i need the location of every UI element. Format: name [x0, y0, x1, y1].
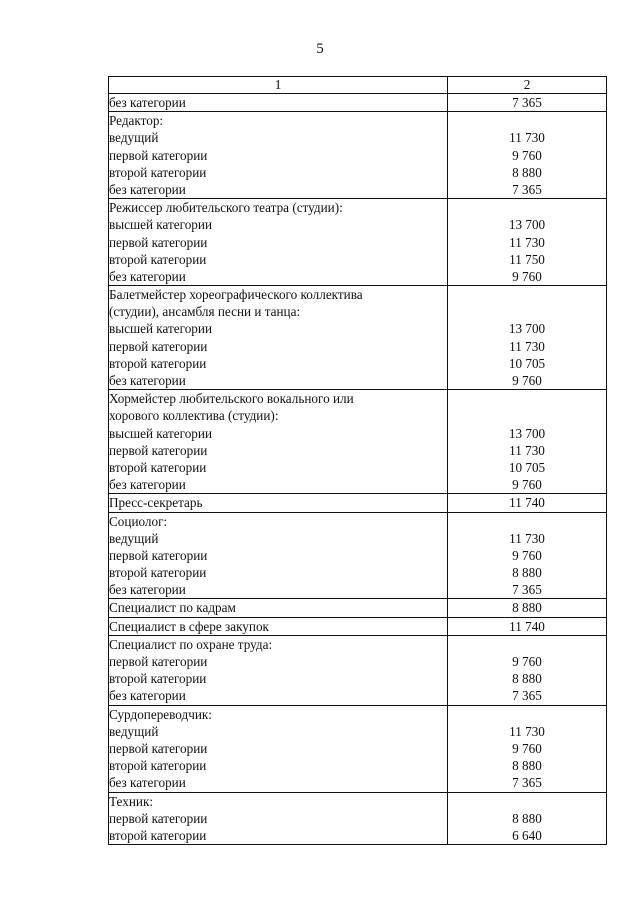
position-cell — [109, 705, 448, 792]
salary-cell — [448, 390, 607, 494]
column-header-1: 1 — [109, 77, 448, 94]
category-label: второй категории — [109, 671, 207, 687]
category-label: без категории — [109, 775, 186, 791]
salary-table — [108, 76, 607, 845]
position-cell — [109, 635, 448, 705]
category-label: высшей категории — [109, 425, 213, 441]
spacer — [448, 199, 606, 216]
position-title-line: хорового коллектива (студии): — [109, 408, 279, 424]
salary-cell — [448, 112, 607, 199]
table-row — [109, 705, 607, 792]
position-cell — [109, 390, 448, 494]
salary-cell — [448, 494, 607, 512]
column-header-2: 2 — [448, 77, 607, 94]
category-label: первой категории — [109, 442, 208, 458]
position-title-line: Балетмейстер хореографического коллектива — [109, 287, 363, 303]
spacer — [448, 286, 606, 303]
spacer — [448, 390, 606, 407]
category-label: без категории — [109, 582, 186, 598]
salary-value: 7 365 — [512, 775, 542, 791]
salary-value: 11 740 — [509, 618, 545, 634]
salary-cell — [448, 512, 607, 599]
position-cell — [109, 286, 448, 390]
salary-value: 9 760 — [512, 547, 542, 563]
category-label: без категории — [109, 688, 186, 704]
position-title: Социолог: — [109, 513, 168, 529]
salary-value: 10 705 — [508, 459, 546, 475]
category-label: высшей категории — [109, 321, 213, 337]
category-label: ведущий — [109, 130, 159, 146]
salary-value: 7 365 — [512, 181, 542, 197]
salary-cell — [448, 617, 607, 635]
spacer — [448, 303, 606, 320]
spacer — [448, 407, 606, 424]
position-title: Редактор: — [109, 113, 164, 129]
salary-value: 13 700 — [508, 425, 546, 441]
category-label: второй категории — [109, 827, 207, 843]
position-cell — [109, 792, 448, 845]
table-row — [109, 94, 607, 112]
salary-value: 10 705 — [508, 355, 546, 371]
position-title: Специалист по кадрам — [109, 600, 236, 616]
salary-value: 8 880 — [512, 565, 542, 581]
position-title: Режиссер любительского театра (студии): — [109, 200, 343, 216]
salary-value: 9 760 — [512, 147, 542, 163]
salary-value: 11 730 — [509, 338, 545, 354]
position-title: без категории — [109, 95, 186, 110]
position-cell — [109, 617, 448, 635]
spacer — [448, 112, 606, 129]
salary-value: 9 760 — [512, 654, 542, 669]
category-label: без категории — [109, 477, 186, 493]
category-label: второй категории — [109, 251, 207, 267]
position-title: Специалист в сфере закупок — [109, 618, 269, 634]
category-label: второй категории — [109, 758, 207, 774]
spacer — [448, 706, 606, 723]
salary-value: 11 750 — [509, 251, 545, 267]
salary-value: 13 700 — [508, 321, 546, 337]
salary-value: 8 880 — [512, 671, 542, 687]
category-label: второй категории — [109, 164, 207, 180]
category-label: второй категории — [109, 459, 207, 475]
table-row — [109, 286, 607, 390]
category-label: первой категории — [109, 810, 208, 826]
table-row — [109, 617, 607, 635]
salary-value: 8 880 — [512, 600, 542, 616]
position-cell — [109, 112, 448, 199]
category-label: первой категории — [109, 547, 208, 563]
salary-value: 6 640 — [512, 827, 542, 843]
salary-cell — [448, 792, 607, 845]
salary-value: 11 730 — [509, 530, 545, 546]
salary-value: 13 700 — [508, 217, 546, 233]
salary-value: 11 730 — [509, 234, 545, 250]
position-cell — [109, 199, 448, 286]
salary-value: 11 730 — [509, 442, 545, 458]
category-label: второй категории — [109, 355, 207, 371]
table-row — [109, 512, 607, 599]
salary-value: 9 760 — [512, 373, 542, 388]
category-label: первой категории — [109, 740, 208, 756]
position-cell — [109, 599, 448, 617]
position-cell — [109, 512, 448, 599]
salary-value: 11 730 — [509, 130, 545, 146]
position-title: Специалист по охране труда: — [109, 636, 273, 652]
spacer — [448, 636, 606, 653]
table-row — [109, 635, 607, 705]
table-row — [109, 390, 607, 494]
category-label: первой категории — [109, 234, 208, 250]
salary-cell — [448, 705, 607, 792]
table-row — [109, 792, 607, 845]
table-row — [109, 199, 607, 286]
category-label: без категории — [109, 181, 186, 197]
salary-cell — [448, 286, 607, 390]
spacer — [448, 793, 606, 810]
category-label: второй категории — [109, 565, 207, 581]
category-label: первой категории — [109, 654, 208, 669]
category-label: первой категории — [109, 338, 208, 354]
salary-value: 8 880 — [512, 758, 542, 774]
position-title-line: (студии), ансамбля песни и танца: — [109, 304, 301, 320]
salary-value: 9 760 — [512, 268, 542, 284]
category-label: ведущий — [109, 723, 159, 739]
salary-cell — [448, 635, 607, 705]
category-label: без категории — [109, 268, 186, 284]
position-title: Техник: — [109, 793, 154, 809]
salary-cell — [448, 199, 607, 286]
position-title-line: Хормейстер любительского вокального или — [109, 391, 354, 407]
position-title: Пресс-секретарь — [109, 495, 203, 511]
position-cell — [109, 94, 448, 112]
table-row — [109, 599, 607, 617]
salary-value: 8 880 — [512, 164, 542, 180]
category-label: высшей категории — [109, 217, 213, 233]
salary-cell — [448, 599, 607, 617]
salary-value: 7 365 — [512, 688, 542, 704]
category-label: без категории — [109, 373, 186, 388]
salary-value: 11 730 — [509, 723, 545, 739]
table-body — [109, 94, 607, 845]
salary-value: 7 365 — [512, 95, 542, 110]
page-number: 5 — [316, 41, 324, 57]
position-title: Сурдопереводчик: — [109, 706, 212, 722]
position-cell — [109, 494, 448, 512]
salary-value: 8 880 — [512, 810, 542, 826]
salary-cell — [448, 94, 607, 112]
salary-value: 9 760 — [512, 477, 542, 493]
table-header-row — [109, 77, 607, 94]
salary-value: 11 740 — [509, 495, 545, 511]
salary-value: 7 365 — [512, 582, 542, 598]
category-label: ведущий — [109, 530, 159, 546]
salary-value: 9 760 — [512, 740, 542, 756]
category-label: первой категории — [109, 147, 208, 163]
table-row — [109, 112, 607, 199]
table-row — [109, 494, 607, 512]
spacer — [448, 513, 606, 530]
